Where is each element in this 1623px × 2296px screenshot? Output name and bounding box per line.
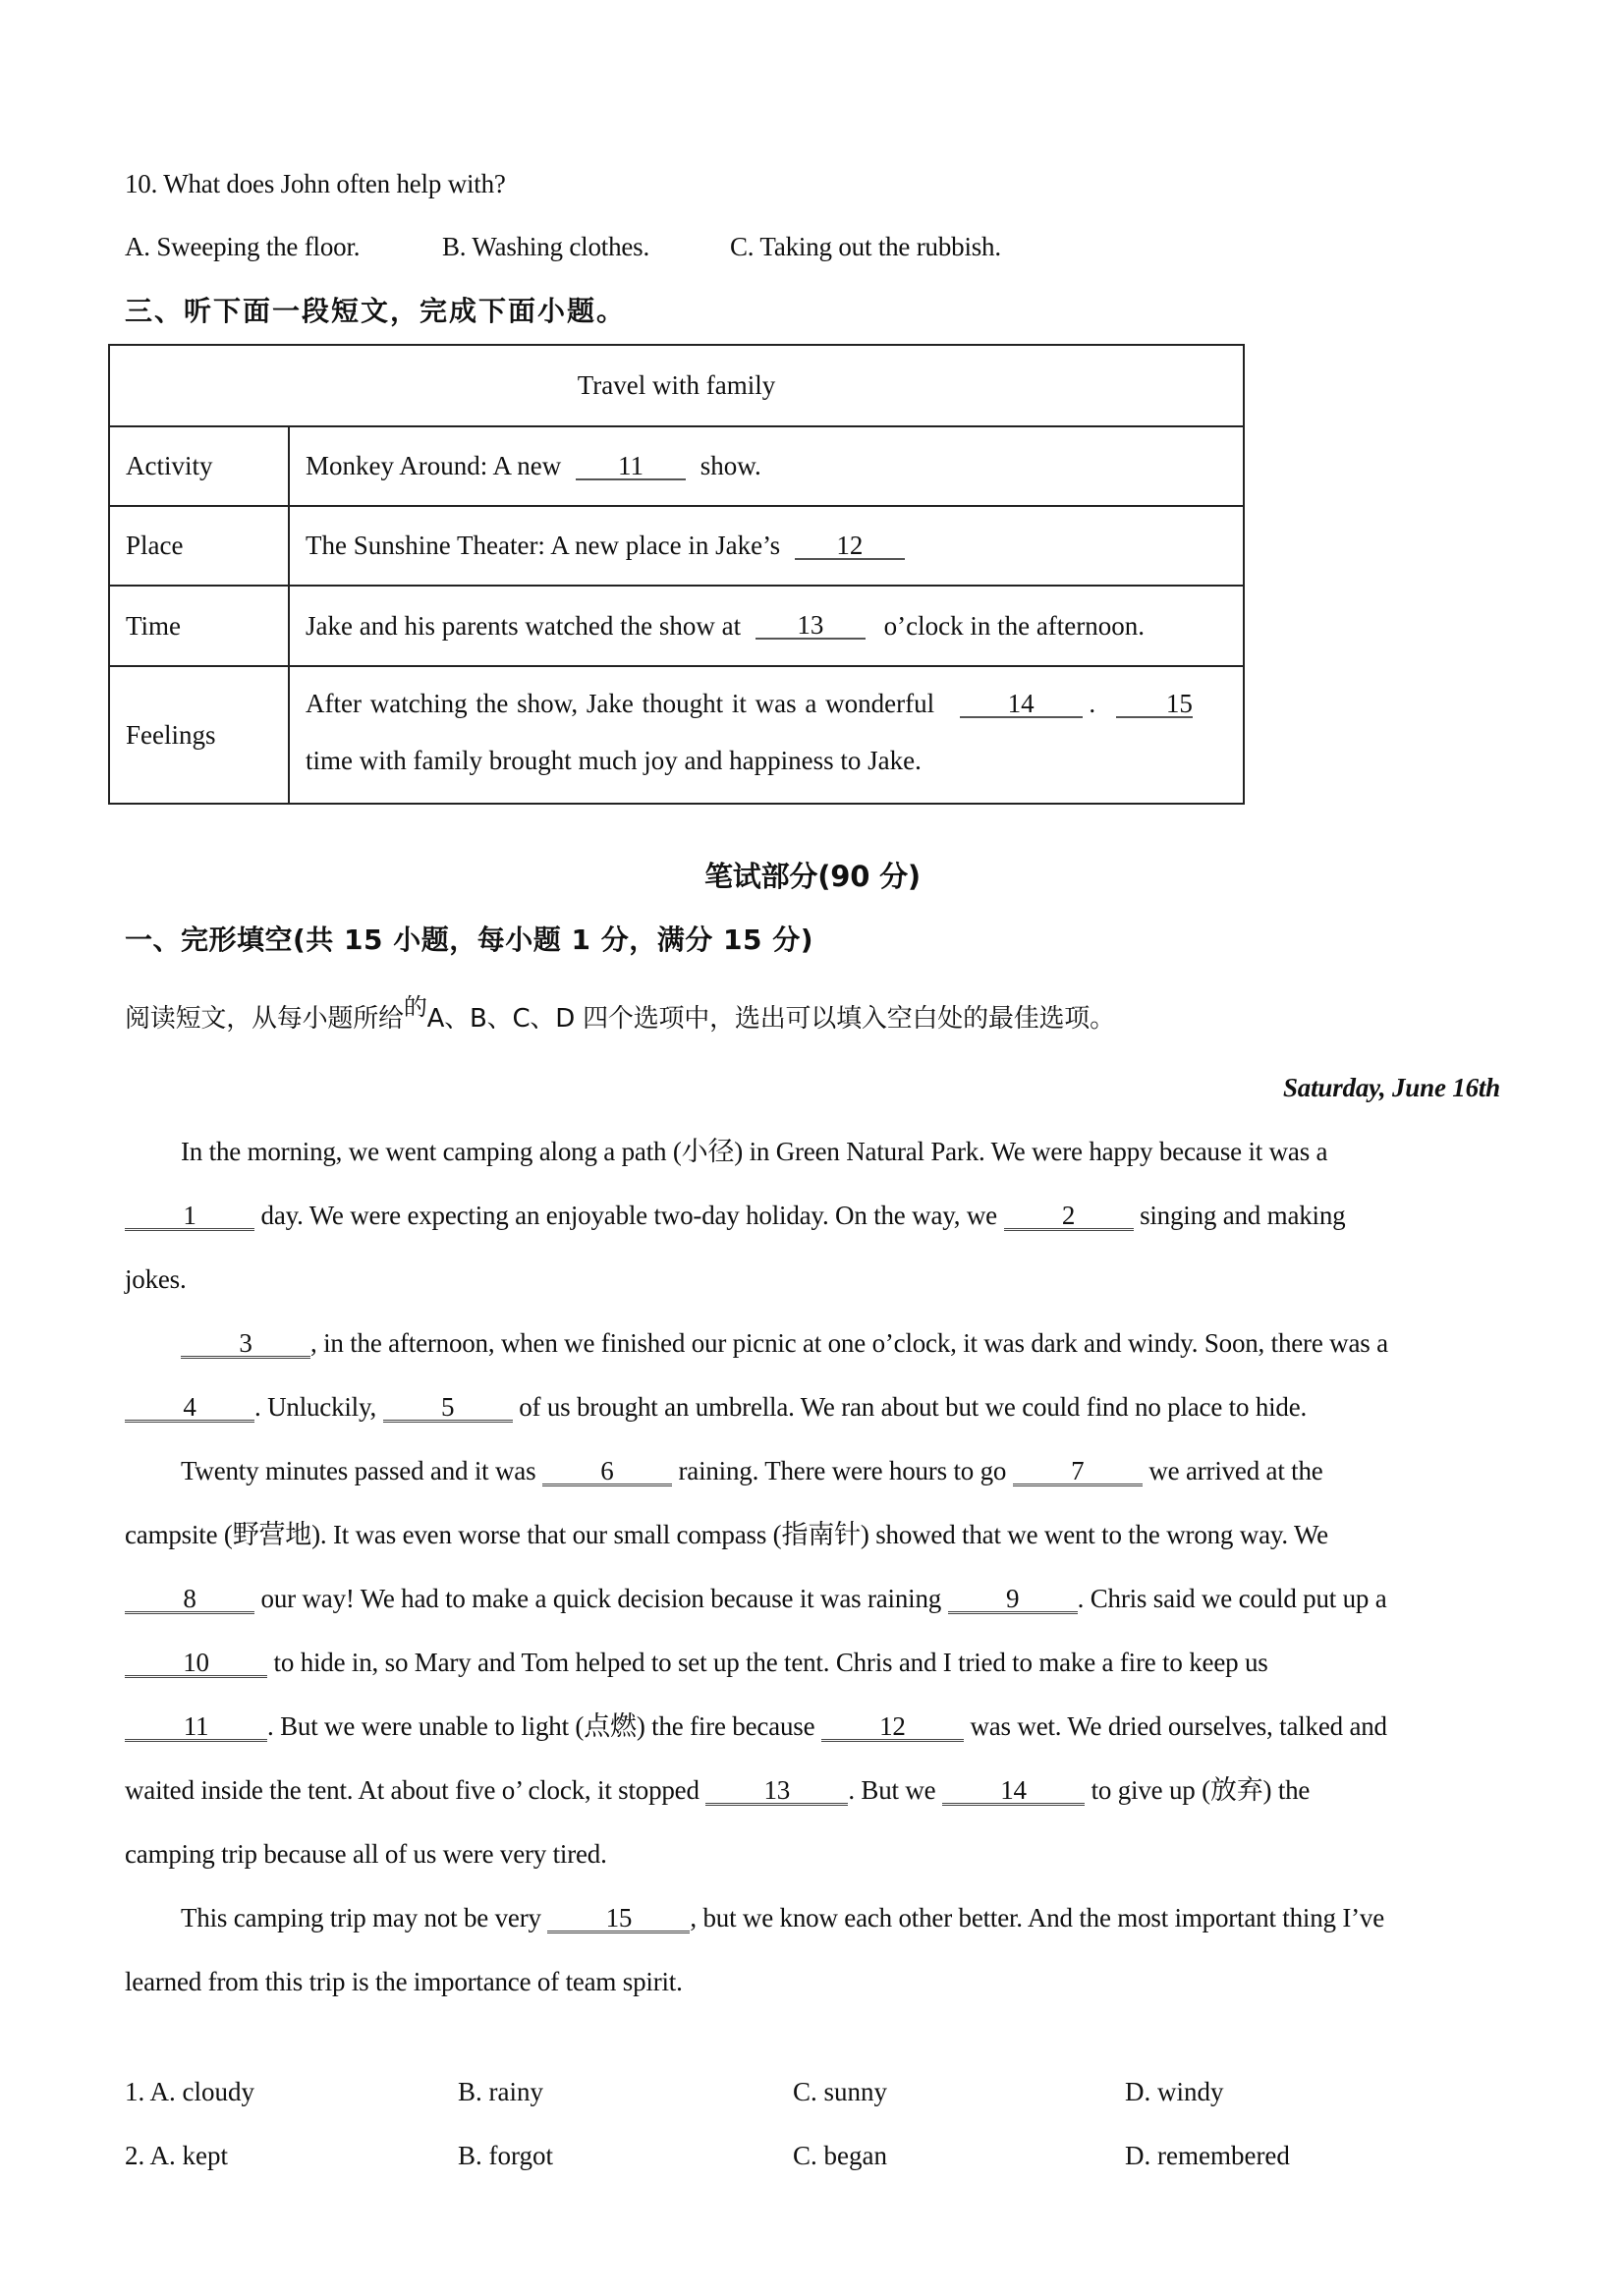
option-c: C. sunny bbox=[793, 2077, 888, 2106]
blank-3: 3 bbox=[181, 1330, 310, 1359]
blank-1: 1 bbox=[125, 1203, 254, 1231]
row-label: Time bbox=[110, 587, 290, 665]
blank-8: 8 bbox=[125, 1586, 254, 1614]
cloze-heading: 一、完形填空(共 15 小题，每小题 1 分，满分 15 分) bbox=[125, 924, 813, 956]
option-a: 2. A. kept bbox=[125, 2141, 228, 2170]
option-c: C. Taking out the rubbish. bbox=[730, 232, 1001, 261]
blank-14: 14 bbox=[942, 1777, 1085, 1806]
section3-heading: 三、听下面一段短文，完成下面小题。 bbox=[125, 295, 627, 327]
row-label: Activity bbox=[110, 427, 290, 505]
passage-line: campsite (野营地). It was even worse that our small compass (指南针) showed that we went to the wrong way. We bbox=[125, 1520, 1328, 1549]
option-b: B. forgot bbox=[458, 2141, 554, 2170]
table-row bbox=[110, 665, 1243, 803]
blank-2: 2 bbox=[1004, 1203, 1134, 1231]
passage-line: In the morning, we went camping along a path (小径) in Green Natural Park. We were happy because it was a bbox=[181, 1137, 1328, 1166]
passage-line: jokes. bbox=[125, 1264, 187, 1294]
blank-4: 4 bbox=[125, 1394, 254, 1423]
passage-line: 1 day. We were expecting an enjoyable two-day holiday. On the way, we 2 singing and making bbox=[125, 1199, 1345, 1232]
row-value: Monkey Around: A new 11 show. bbox=[306, 450, 761, 480]
blank-11: 11 bbox=[125, 1713, 267, 1742]
question-10: 10. What does John often help with? bbox=[125, 169, 506, 198]
row-value: The Sunshine Theater: A new place in Jake’s 12 bbox=[290, 507, 1243, 585]
blank-11: 11 bbox=[576, 453, 686, 480]
blank-12: 12 bbox=[795, 532, 905, 560]
travel-table bbox=[108, 344, 1245, 805]
blank-14: 14 bbox=[960, 691, 1083, 718]
blank-15: 15 bbox=[547, 1905, 690, 1933]
blank-9: 9 bbox=[948, 1586, 1078, 1614]
option-a: A. Sweeping the floor. bbox=[125, 232, 361, 261]
passage-line: 8 our way! We had to make a quick decision because it was raining 9 . Chris said we could put up a bbox=[125, 1582, 1387, 1615]
passage-line: learned from this trip is the importance of team spirit. bbox=[125, 1967, 683, 1996]
blank-13: 13 bbox=[756, 612, 866, 640]
blank-15: 15 bbox=[1116, 691, 1193, 718]
option-b: B. Washing clothes. bbox=[442, 232, 650, 261]
cloze-instruction: 阅读短文，从每小题所给的A、B、C、D 四个选项中，选出可以填入空白处的最佳选项。 bbox=[125, 993, 1115, 1034]
table-title: Travel with family bbox=[577, 370, 776, 400]
passage-line: 11 . But we were unable to light (点燃) the fire because 12 was wet. We dried ourselves, talked and bbox=[125, 1709, 1387, 1743]
option-b: B. rainy bbox=[458, 2077, 543, 2106]
row-label: Feelings bbox=[110, 667, 290, 803]
option-d: D. remembered bbox=[1125, 2141, 1290, 2170]
passage-line: 4 . Unluckily, 5 of us brought an umbrella. We ran about but we could find no place to hide. bbox=[125, 1390, 1307, 1424]
option-a: 1. A. cloudy bbox=[125, 2077, 254, 2106]
passage-line: camping trip because all of us were very tired. bbox=[125, 1839, 607, 1869]
blank-5: 5 bbox=[383, 1394, 513, 1423]
row-value: After watching the show, Jake thought it was a wonderful 14 . 15 time with family brought much joy and happiness to Jake. bbox=[306, 689, 1193, 775]
table-row bbox=[110, 425, 1243, 505]
passage-line: waited inside the tent. At about five o’ clock, it stopped 13 . But we 14 to give up (放弃) the bbox=[125, 1775, 1311, 1805]
passage-line: 3 , in the afternoon, when we finished our picnic at one o’clock, it was dark and windy. Soon, there was a bbox=[181, 1326, 1388, 1360]
option-d: D. windy bbox=[1125, 2077, 1224, 2106]
written-title: 笔试部分(90 分) bbox=[704, 860, 921, 893]
passage-line: 10 to hide in, so Mary and Tom helped to set up the tent. Chris and I tried to make a fire to keep us bbox=[125, 1646, 1268, 1679]
passage-date: Saturday, June 16th bbox=[1282, 1073, 1500, 1102]
blank-10: 10 bbox=[125, 1650, 267, 1678]
row-value: Jake and his parents watched the show at 13 o’clock in the afternoon. bbox=[306, 610, 1146, 641]
table-row bbox=[110, 585, 1243, 665]
passage-line: Twenty minutes passed and it was 6 raining. There were hours to go 7 we arrived at the bbox=[181, 1456, 1323, 1485]
blank-6: 6 bbox=[542, 1458, 672, 1486]
table-row bbox=[110, 505, 1243, 585]
row-label: Place bbox=[110, 507, 290, 585]
option-c: C. began bbox=[793, 2141, 887, 2170]
blank-12: 12 bbox=[821, 1713, 964, 1742]
blank-13: 13 bbox=[705, 1777, 848, 1806]
blank-7: 7 bbox=[1013, 1458, 1143, 1486]
passage-line: This camping trip may not be very 15 , but we know each other better. And the most important thing I’ve bbox=[181, 1903, 1385, 1932]
